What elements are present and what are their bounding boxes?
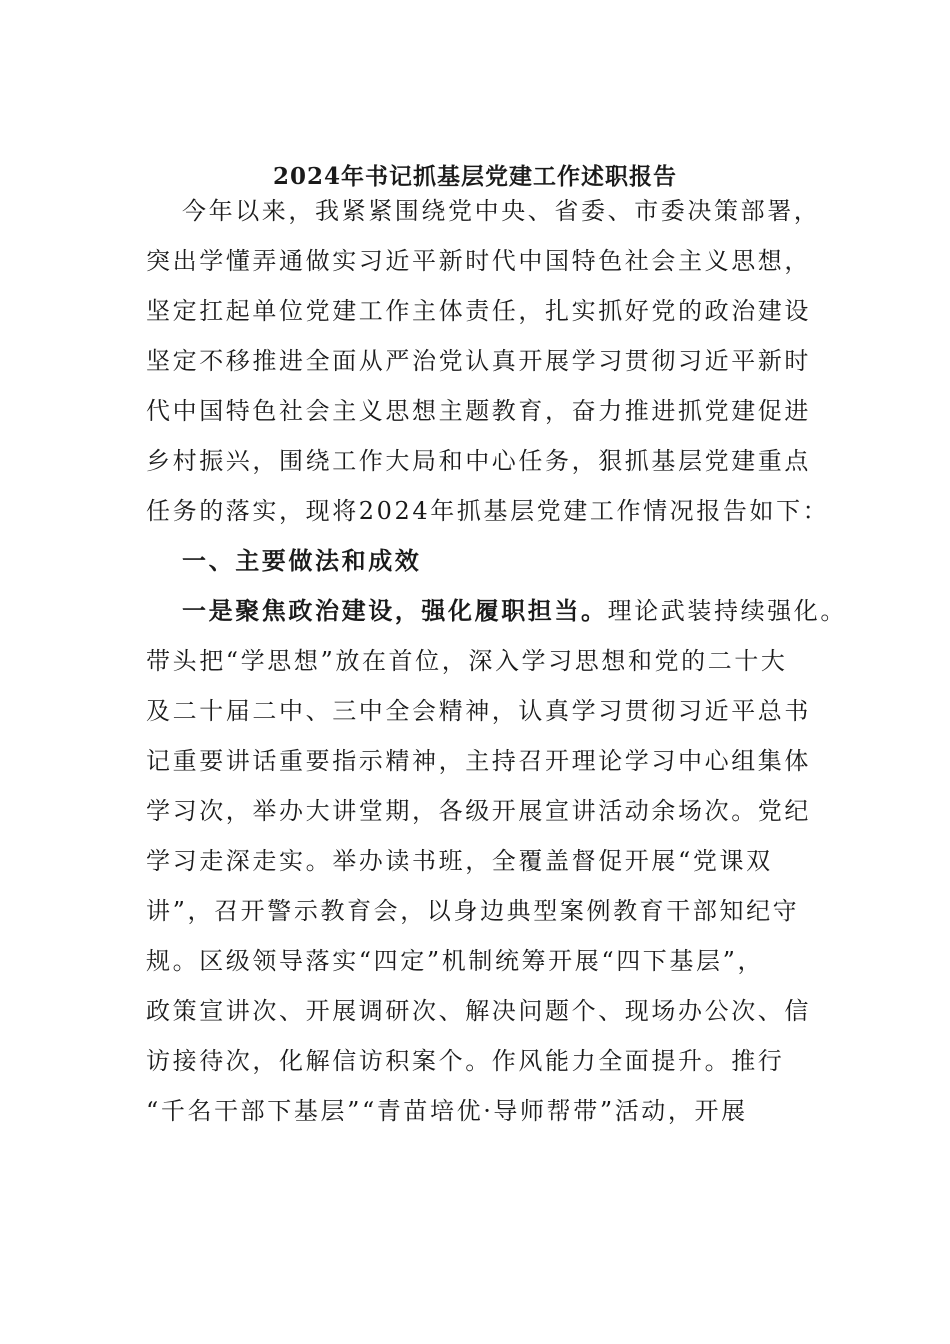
paragraph-line: 及二十届二中、三中全会精神，认真学习贯彻习近平总书: [146, 697, 811, 725]
paragraph-line: 讲”，召开警示教育会，以身边典型案例教育干部知纪守: [146, 897, 800, 925]
paragraph-first-line: [182, 596, 847, 626]
intro-line: 代中国特色社会主义思想主题教育，奋力推进抓党建促进: [146, 397, 811, 425]
paragraph-line: 记重要讲话重要指示精神，主持召开理论学习中心组集体: [146, 747, 811, 775]
intro-line: 任务的落实，现将2024年抓基层党建工作情况报告如下：: [146, 497, 830, 525]
intro-line: 坚定扛起单位党建工作主体责任，扎实抓好党的政治建设: [146, 297, 811, 325]
paragraph-line: 学习走深走实。举办读书班，全覆盖督促开展“党课双: [146, 847, 773, 875]
section-heading: 一、主要做法和成效: [182, 546, 422, 575]
paragraph-lead-bold: 一是聚焦政治建设，强化履职担当。: [182, 596, 608, 625]
document-title: 2024年书记抓基层党建工作述职报告: [272, 163, 677, 190]
intro-line: 今年以来，我紧紧围绕党中央、省委、市委决策部署，: [182, 197, 821, 225]
paragraph-line: 带头把“学思想”放在首位，深入学习思想和党的二十大: [146, 647, 788, 675]
paragraph-line: “千名干部下基层”“青苗培优·导师帮带”活动，开展: [146, 1097, 748, 1125]
intro-line: 坚定不移推进全面从严治党认真开展学习贯彻习近平新时: [146, 347, 811, 375]
paragraph-line: 访接待次，化解信访积案个。作风能力全面提升。推行: [146, 1047, 785, 1075]
paragraph-line: 规。区级领导落实“四定”机制统筹开展“四下基层”，: [146, 947, 765, 975]
intro-line: 乡村振兴，围绕工作大局和中心任务，狠抓基层党建重点: [146, 447, 811, 475]
paragraph-lead-rest: 理论武装持续强化。: [607, 597, 848, 625]
intro-line: 突出学懂弄通做实习近平新时代中国特色社会主义思想，: [146, 247, 811, 275]
paragraph-line: 学习次，举办大讲堂期，各级开展宣讲活动余场次。党纪: [146, 797, 811, 825]
paragraph-line: 政策宣讲次、开展调研次、解决问题个、现场办公次、信: [146, 997, 811, 1025]
